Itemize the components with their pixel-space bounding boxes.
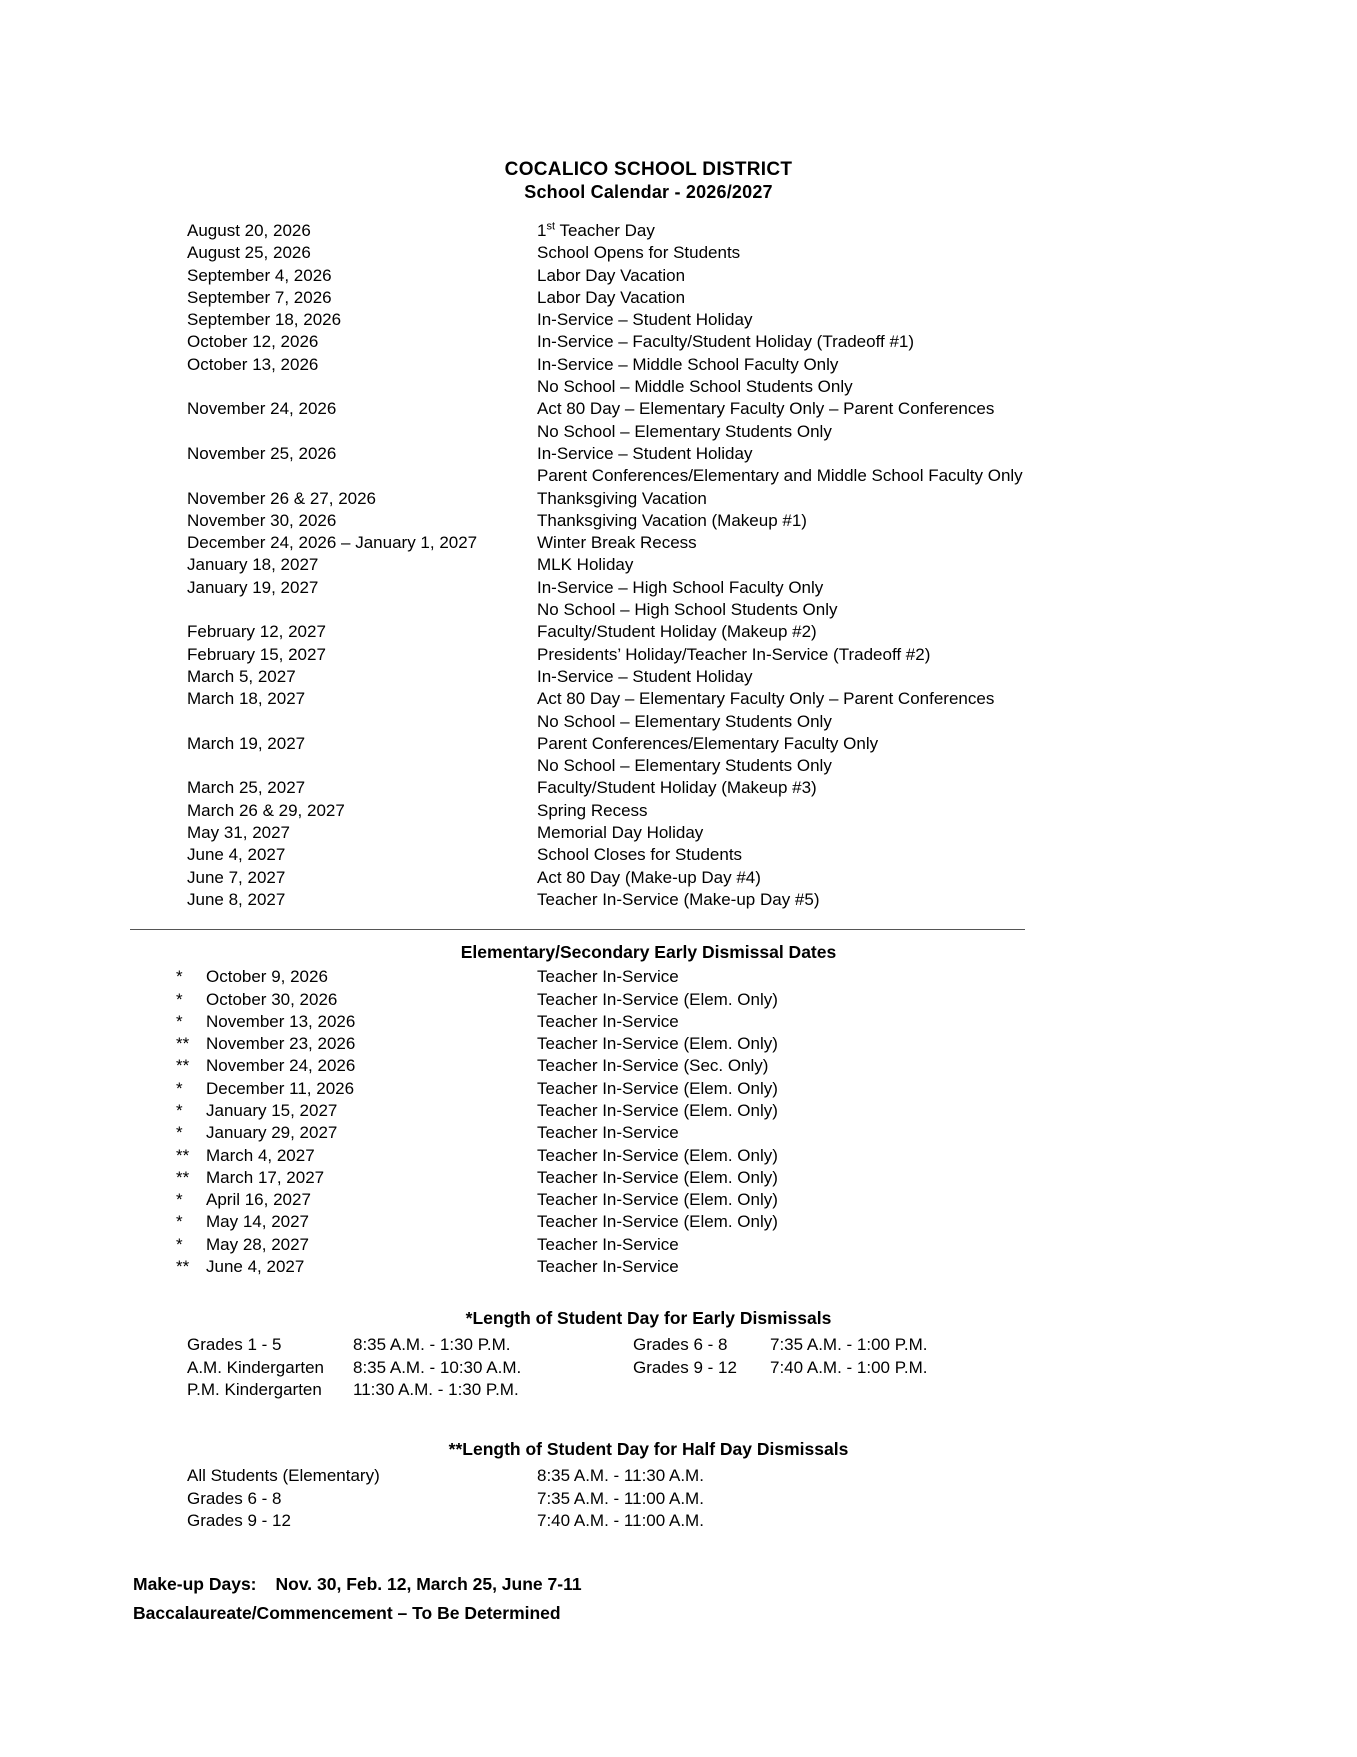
ordinal-suffix: st xyxy=(546,220,556,233)
grade-label: P.M. Kindergarten xyxy=(187,1379,322,1399)
early-times-heading: *Length of Student Day for Early Dismissals xyxy=(465,1308,832,1329)
early-dismissal-row xyxy=(176,1256,1357,1278)
calendar-row xyxy=(187,599,1357,621)
baccalaureate-note: Baccalaureate/Commencement – To Be Determined xyxy=(133,1603,561,1624)
calendar-date: November 26 & 27, 2026 xyxy=(187,488,377,508)
calendar-description: School Opens for Students xyxy=(537,243,741,263)
calendar-subtitle: School Calendar - 2026/2027 xyxy=(524,182,773,202)
early-time-row xyxy=(187,1379,1357,1401)
calendar-row xyxy=(187,755,1357,777)
calendar-description: Act 80 Day – Elementary Faculty Only – Parent Conferences xyxy=(537,689,995,709)
spacer xyxy=(0,1278,1357,1296)
calendar-date: June 7, 2027 xyxy=(187,867,286,887)
calendar-row xyxy=(187,220,1357,242)
dismissal-description: Teacher In-Service (Elem. Only) xyxy=(537,1212,778,1232)
calendar-description: No School – Elementary Students Only xyxy=(537,421,832,441)
calendar-description: Faculty/Student Holiday (Makeup #3) xyxy=(537,778,817,798)
calendar-row xyxy=(187,554,1357,576)
calendar-description: In-Service – Student Holiday xyxy=(537,443,753,463)
dismissal-marker: * xyxy=(176,1212,183,1232)
calendar-row xyxy=(187,510,1357,532)
calendar-date: March 19, 2027 xyxy=(187,733,306,753)
calendar-description: In-Service – Student Holiday xyxy=(537,666,753,686)
calendar-description: Act 80 Day – Elementary Faculty Only – Parent Conferences xyxy=(537,399,995,419)
dismissal-marker: * xyxy=(176,1100,183,1120)
calendar-row xyxy=(187,242,1357,264)
calendar-row xyxy=(187,398,1357,420)
calendar-description: In-Service – Middle School Faculty Only xyxy=(537,354,839,374)
calendar-description: Labor Day Vacation xyxy=(537,287,686,307)
calendar-description: In-Service – High School Faculty Only xyxy=(537,577,824,597)
page-title xyxy=(0,0,1357,204)
calendar-description: Spring Recess xyxy=(537,800,648,820)
grade-time: 8:35 A.M. - 1:30 P.M. xyxy=(353,1335,511,1355)
calendar-row xyxy=(187,331,1357,353)
calendar-description: Presidents’ Holiday/Teacher In-Service (Tradeoff #2) xyxy=(537,644,931,664)
early-dismissal-list xyxy=(0,966,1357,1278)
calendar-list xyxy=(0,220,1357,911)
calendar-date: March 5, 2027 xyxy=(187,666,296,686)
calendar-row xyxy=(187,265,1357,287)
grade-time: 7:40 A.M. - 11:00 A.M. xyxy=(537,1510,704,1530)
dismissal-date: January 15, 2027 xyxy=(206,1100,338,1120)
early-dismissal-row xyxy=(176,1055,1357,1077)
calendar-date: September 7, 2026 xyxy=(187,287,332,307)
dismissal-date: May 28, 2027 xyxy=(206,1234,310,1254)
calendar-row xyxy=(187,889,1357,911)
calendar-row xyxy=(187,532,1357,554)
calendar-row xyxy=(187,465,1357,487)
dismissal-description: Teacher In-Service (Elem. Only) xyxy=(537,989,778,1009)
dismissal-description: Teacher In-Service (Elem. Only) xyxy=(537,1100,778,1120)
dismissal-marker: * xyxy=(176,1234,183,1254)
calendar-row xyxy=(187,309,1357,331)
dismissal-date: November 23, 2026 xyxy=(206,1034,356,1054)
calendar-date: November 30, 2026 xyxy=(187,510,337,530)
early-dismissal-row xyxy=(176,1234,1357,1256)
calendar-date: October 13, 2026 xyxy=(187,354,319,374)
dismissal-description: Teacher In-Service xyxy=(537,1123,679,1143)
early-dismissal-row xyxy=(176,1100,1357,1122)
early-time-row xyxy=(187,1334,1357,1356)
dismissal-marker: ** xyxy=(176,1257,190,1277)
dismissal-date: March 4, 2027 xyxy=(206,1145,315,1165)
grade-label: Grades 1 - 5 xyxy=(187,1335,282,1355)
makeup-days-label: Make-up Days: xyxy=(133,1574,257,1595)
calendar-description: Parent Conferences/Elementary and Middle School Faculty Only xyxy=(537,466,1023,486)
calendar-description: Parent Conferences/Elementary Faculty Only xyxy=(537,733,879,753)
early-dismissal-row xyxy=(176,1167,1357,1189)
calendar-row xyxy=(187,666,1357,688)
early-dismissal-row xyxy=(176,1145,1357,1167)
calendar-date: February 12, 2027 xyxy=(187,622,326,642)
early-dismissal-row xyxy=(176,966,1357,988)
calendar-date: November 24, 2026 xyxy=(187,399,337,419)
calendar-date: March 25, 2027 xyxy=(187,778,306,798)
calendar-date: October 12, 2026 xyxy=(187,332,319,352)
dismissal-marker: ** xyxy=(176,1145,190,1165)
early-dismissal-row xyxy=(176,1078,1357,1100)
section-divider xyxy=(130,929,1025,930)
dismissal-marker: * xyxy=(176,1078,183,1098)
calendar-description: Winter Break Recess xyxy=(537,533,697,553)
calendar-date: January 18, 2027 xyxy=(187,555,319,575)
dismissal-date: November 13, 2026 xyxy=(206,1011,356,1031)
dismissal-description: Teacher In-Service (Sec. Only) xyxy=(537,1056,769,1076)
calendar-date: August 20, 2026 xyxy=(187,221,311,240)
calendar-date: January 19, 2027 xyxy=(187,577,319,597)
grade-time: 11:30 A.M. - 1:30 P.M. xyxy=(353,1379,519,1399)
dismissal-marker: * xyxy=(176,1011,183,1031)
dismissal-description: Teacher In-Service (Elem. Only) xyxy=(537,1190,778,1210)
dismissal-date: March 17, 2027 xyxy=(206,1167,325,1187)
early-dismissal-row xyxy=(176,1011,1357,1033)
dismissal-date: November 24, 2026 xyxy=(206,1056,356,1076)
dismissal-marker: ** xyxy=(176,1056,190,1076)
dismissal-description: Teacher In-Service (Elem. Only) xyxy=(537,1167,778,1187)
calendar-row xyxy=(187,800,1357,822)
calendar-description: Thanksgiving Vacation (Makeup #1) xyxy=(537,510,807,530)
grade-label: Grades 6 - 8 xyxy=(187,1488,282,1508)
calendar-description: In-Service – Faculty/Student Holiday (Tradeoff #1) xyxy=(537,332,915,352)
makeup-days-value: Nov. 30, Feb. 12, March 25, June 7-11 xyxy=(275,1574,582,1595)
calendar-description: No School – Elementary Students Only xyxy=(537,756,832,776)
calendar-description: Thanksgiving Vacation xyxy=(537,488,707,508)
district-name: COCALICO SCHOOL DISTRICT xyxy=(504,159,793,180)
calendar-row xyxy=(187,844,1357,866)
grade-label: A.M. Kindergarten xyxy=(187,1357,325,1377)
early-dismissal-heading: Elementary/Secondary Early Dismissal Dates xyxy=(460,942,837,963)
dismissal-marker: * xyxy=(176,989,183,1009)
calendar-date: August 25, 2026 xyxy=(187,243,311,263)
dismissal-description: Teacher In-Service xyxy=(537,967,679,987)
calendar-row xyxy=(187,621,1357,643)
grade-time: 7:35 A.M. - 11:00 A.M. xyxy=(537,1488,704,1508)
grade-label-secondary: Grades 9 - 12 xyxy=(633,1357,737,1377)
calendar-row xyxy=(187,688,1357,710)
calendar-row xyxy=(187,488,1357,510)
dismissal-description: Teacher In-Service (Elem. Only) xyxy=(537,1145,778,1165)
grade-time-secondary: 7:40 A.M. - 1:00 P.M. xyxy=(770,1357,928,1377)
calendar-date: December 24, 2026 – January 1, 2027 xyxy=(187,533,478,553)
dismissal-description: Teacher In-Service xyxy=(537,1257,679,1277)
half-times-table xyxy=(0,1465,1357,1532)
dismissal-marker: ** xyxy=(176,1167,190,1187)
grade-time-secondary: 7:35 A.M. - 1:00 P.M. xyxy=(770,1335,928,1355)
calendar-row xyxy=(187,443,1357,465)
dismissal-marker: * xyxy=(176,967,183,987)
calendar-description: No School – Middle School Students Only xyxy=(537,377,853,397)
dismissal-description: Teacher In-Service (Elem. Only) xyxy=(537,1078,778,1098)
spacer xyxy=(0,1401,1357,1427)
calendar-row xyxy=(187,867,1357,889)
early-dismissal-row xyxy=(176,1122,1357,1144)
half-times-heading: **Length of Student Day for Half Day Dismissals xyxy=(448,1439,849,1460)
dismissal-date: October 30, 2026 xyxy=(206,989,338,1009)
calendar-description: Teacher In-Service (Make-up Day #5) xyxy=(537,889,820,909)
calendar-description: Faculty/Student Holiday (Makeup #2) xyxy=(537,622,817,642)
calendar-row xyxy=(187,376,1357,398)
dismissal-description: Teacher In-Service (Elem. Only) xyxy=(537,1034,778,1054)
early-dismissal-row xyxy=(176,1033,1357,1055)
calendar-row xyxy=(187,287,1357,309)
calendar-row xyxy=(187,577,1357,599)
calendar-description: In-Service – Student Holiday xyxy=(537,310,753,330)
calendar-row xyxy=(187,354,1357,376)
half-day-time-row xyxy=(187,1488,1357,1510)
calendar-date: September 18, 2026 xyxy=(187,310,342,330)
early-dismissal-row xyxy=(176,1211,1357,1233)
half-day-time-row xyxy=(187,1510,1357,1532)
dismissal-date: October 9, 2026 xyxy=(206,967,328,987)
calendar-description: 1st Teacher Day xyxy=(537,220,655,240)
calendar-date: November 25, 2026 xyxy=(187,443,337,463)
calendar-row xyxy=(187,644,1357,666)
document-footer xyxy=(0,1570,1357,1628)
early-time-row xyxy=(187,1357,1357,1379)
calendar-description: Labor Day Vacation xyxy=(537,265,686,285)
dismissal-description: Teacher In-Service xyxy=(537,1234,679,1254)
calendar-date: March 26 & 29, 2027 xyxy=(187,800,345,820)
calendar-row xyxy=(187,777,1357,799)
grade-label-secondary: Grades 6 - 8 xyxy=(633,1335,728,1355)
calendar-date: February 15, 2027 xyxy=(187,644,326,664)
grade-time: 8:35 A.M. - 10:30 A.M. xyxy=(353,1357,522,1377)
grade-label: Grades 9 - 12 xyxy=(187,1510,291,1530)
early-dismissal-row xyxy=(176,1189,1357,1211)
calendar-date: June 4, 2027 xyxy=(187,845,286,865)
grade-time: 8:35 A.M. - 11:30 A.M. xyxy=(537,1466,704,1486)
early-dismissal-row xyxy=(176,989,1357,1011)
early-times-table xyxy=(0,1334,1357,1401)
calendar-description: Memorial Day Holiday xyxy=(537,823,704,843)
calendar-description: Act 80 Day (Make-up Day #4) xyxy=(537,867,761,887)
dismissal-date: December 11, 2026 xyxy=(206,1078,355,1098)
dismissal-marker: ** xyxy=(176,1034,190,1054)
dismissal-date: January 29, 2027 xyxy=(206,1123,338,1143)
calendar-description: School Closes for Students xyxy=(537,845,743,865)
dismissal-date: May 14, 2027 xyxy=(206,1212,310,1232)
makeup-days-row xyxy=(133,1570,1357,1599)
grade-label: All Students (Elementary) xyxy=(187,1466,380,1486)
calendar-row xyxy=(187,711,1357,733)
dismissal-description: Teacher In-Service xyxy=(537,1011,679,1031)
calendar-row xyxy=(187,822,1357,844)
calendar-description: No School – High School Students Only xyxy=(537,600,838,620)
dismissal-marker: * xyxy=(176,1123,183,1143)
calendar-row xyxy=(187,733,1357,755)
calendar-description: No School – Elementary Students Only xyxy=(537,711,832,731)
calendar-date: March 18, 2027 xyxy=(187,689,306,709)
calendar-date: September 4, 2026 xyxy=(187,265,332,285)
calendar-date: June 8, 2027 xyxy=(187,889,286,909)
calendar-date: May 31, 2027 xyxy=(187,823,291,843)
calendar-description: MLK Holiday xyxy=(537,555,634,575)
half-day-time-row xyxy=(187,1465,1357,1487)
calendar-row xyxy=(187,421,1357,443)
dismissal-date: June 4, 2027 xyxy=(206,1257,305,1277)
dismissal-date: April 16, 2027 xyxy=(206,1190,311,1210)
dismissal-marker: * xyxy=(176,1190,183,1210)
